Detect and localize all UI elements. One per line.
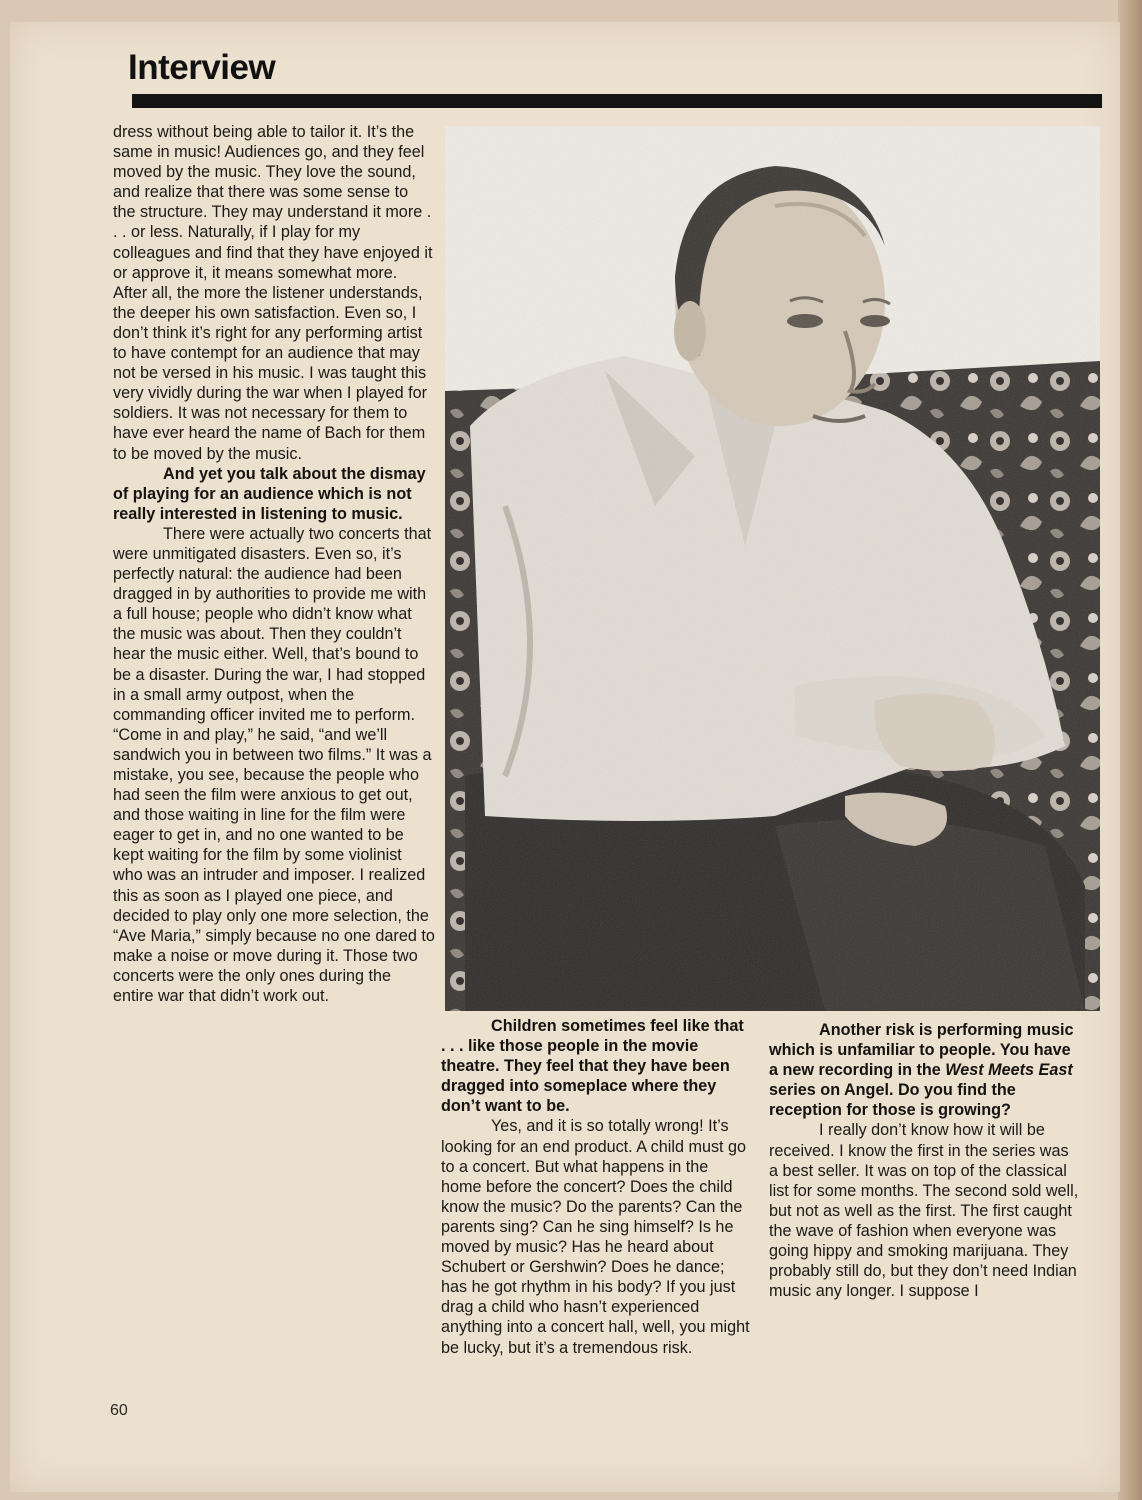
right-column xyxy=(769,1020,1081,1301)
interview-answer: I really don’t know how it will be received. I know the first in the series was a best seller. It was on top of the classical list for some months. The second sold well, but not as well as the first. The first caught the wave of fashion when everyone was going hippy and smoking marijuana. They probably still do, but they don’t need Indian music any longer. I suppose I xyxy=(769,1121,1079,1301)
question-text: series on Angel. Do you find the reception for those is growing? xyxy=(769,1081,1016,1120)
portrait-photo xyxy=(445,126,1100,1011)
interview-question xyxy=(769,1020,1081,1120)
middle-column xyxy=(441,1016,751,1358)
page-edge xyxy=(1118,0,1142,1500)
left-column xyxy=(113,122,435,1006)
album-series-title: West Meets East xyxy=(945,1061,1073,1080)
interview-answer: There were actually two concerts that were unmitigated disasters. Even so, it’s perfectly natural: the audience had been dragged in by authorities to provide me with a full house; people who didn’t know what the music was about. Then they couldn’t hear the music either. Well, that’s bound to be a disaster. During the war, I had stopped in a small army outpost, when the commanding officer invited me to perform. “Come in and play,” he said, “and we’ll sandwich you in between two films.” It was a mistake, you see, because the people who had seen the film were anxious to get out, and those waiting in line for the film were eager to get in, and no one wanted to be kept waiting for the film by some violinist who was an intruder and imposer. I realized this as soon as I played one piece, and decided to play only one more selection, the “Ave Maria,” simply because no one dared to make a noise or move during it. Those two concerts were the only ones during the entire war that didn’t work out. xyxy=(113,524,435,1006)
section-title: Interview xyxy=(128,48,276,87)
question-text: Another risk is performing music which is unfamiliar to people. You have a new recording in the xyxy=(769,1021,1074,1080)
body-paragraph: dress without being able to tailor it. It’s the same in music! Audiences go, and they feel moved by the music. They love the sound, and realize that there was some sense to the structure. They may understand it more . . . or less. Naturally, if I play for my colleagues and find that they have enjoyed it or approve it, it means somewhat more. After all, the more the listener understands, the deeper his own satisfaction. Even so, I don’t think it’s right for any performing artist to have contempt for an audience that may not be versed in his music. I was taught this very vividly during the war when I played for soldiers. It was not necessary for them to have ever heard the name of Bach for them to be moved by the music. xyxy=(113,123,433,463)
interview-question: And yet you talk about the dismay of playing for an audience which is not really interested in listening to music. xyxy=(113,464,426,523)
interview-answer: Yes, and it is so totally wrong! It’s looking for an end product. A child must go to a concert. But what happens in the home before the concert? Does the child know the music? Do the parents? Can the parents sing? Can he sing himself? Is he moved by music? Has he heard about Schubert or Gershwin? Does he dance; has he got rhythm in his body? If you just drag a child who hasn’t experienced anything into a concert hall, well, you might be lucky, but it’s a tremendous risk. xyxy=(441,1117,750,1357)
title-rule xyxy=(132,94,1102,108)
page-number: 60 xyxy=(110,1402,128,1419)
interview-question: Children sometimes feel like that . . . like those people in the movie theatre. They feel that they have been dragged into someplace where they don’t want to be. xyxy=(441,1017,744,1116)
